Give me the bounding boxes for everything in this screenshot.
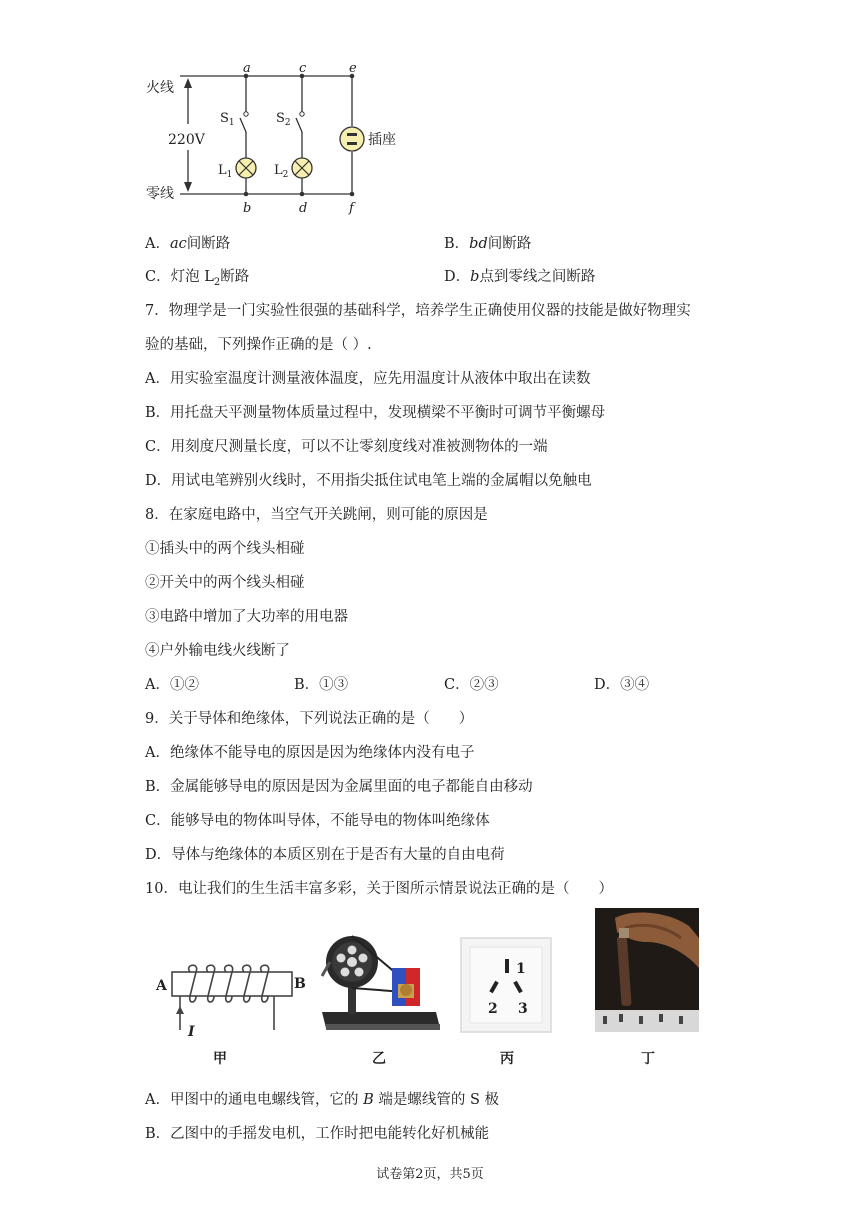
solenoid-end-a-label: A	[156, 978, 167, 994]
q7-option-a: A．用实验室温度计测量液体温度，应先用温度计从液体中取出在读数	[145, 371, 591, 387]
wall-socket-figure	[460, 937, 552, 1033]
test-pen-photo	[595, 908, 699, 1032]
q6-option-a	[145, 232, 230, 253]
q10-stem: 10．电让我们的生生活丰富多彩，关于图所示情景说法正确的是（ ）	[145, 881, 613, 897]
figure-caption-jia: 甲	[213, 1051, 227, 1067]
q8-option-c: C．②③	[444, 677, 499, 693]
switch-s1-label: $S_1$	[220, 111, 235, 128]
lamp-l2-label: $L_2$	[274, 163, 289, 180]
q6-d-prefix: D．	[444, 269, 471, 285]
q6-d-suffix: 点到零线之间断路	[479, 269, 596, 285]
figure-caption-ding: 丁	[641, 1051, 655, 1067]
q7-option-d: D．用试电笔辨别火线时，不用指尖抵住试电笔上端的金属帽以免触电	[145, 473, 592, 489]
q9-option-a: A．绝缘体不能导电的原因是因为绝缘体内没有电子	[145, 745, 475, 761]
q7-option-c: C．用刻度尺测量长度，可以不让零刻度线对准被测物体的一端	[145, 439, 548, 455]
q10-option-a	[145, 1088, 499, 1109]
q6-option-c	[145, 265, 249, 288]
q8-option-d: D．③④	[594, 677, 650, 693]
point-c-label: c	[299, 62, 307, 76]
q9-option-c: C．能够导电的物体叫导体，不能导电的物体叫绝缘体	[145, 813, 490, 829]
q6-a-prefix: A．	[145, 236, 170, 252]
q6-b-var: bd	[469, 236, 488, 252]
q6-a-suffix: 间断路	[186, 236, 231, 252]
lamp-l1-label: $L_1$	[218, 163, 233, 180]
voltage-label: 220V	[168, 132, 205, 148]
q8-item-3: ③电路中增加了大功率的用电器	[145, 609, 348, 625]
live-wire-label: 火线	[146, 80, 174, 96]
q6-c-sub: 2	[213, 276, 221, 288]
page-footer: 试卷第2页，共5页	[376, 1167, 484, 1182]
q6-b-suffix: 间断路	[487, 236, 532, 252]
point-e-label: e	[349, 62, 357, 76]
lamp-l2-icon	[292, 158, 312, 178]
q6-option-b	[444, 232, 531, 253]
q9-option-d: D．导体与绝缘体的本质区别在于是否有大量的自由电荷	[145, 847, 505, 863]
q6-option-d	[444, 265, 595, 286]
solenoid-end-b-label: B	[294, 976, 306, 992]
solenoid-figure	[150, 950, 310, 1040]
q8-option-b: B．①③	[294, 677, 349, 693]
point-a-label: a	[243, 62, 251, 76]
lamp-l1-icon	[236, 158, 256, 178]
hand-generator-figure	[318, 932, 442, 1036]
socket-symbol-icon	[340, 127, 364, 151]
q8-option-a: A．①②	[145, 677, 199, 693]
q9-option-b: B．金属能够导电的原因是因为金属里面的电子都能自由移动	[145, 779, 533, 795]
socket-earth-slot-icon	[505, 959, 509, 973]
q8-stem: 8．在家庭电路中，当空气开关跳闸，则可能的原因是	[145, 507, 488, 523]
q7-option-b: B．用托盘天平测量物体质量过程中，发现横梁不平衡时可调节平衡螺母	[145, 405, 606, 421]
socket-label: 插座	[368, 132, 396, 148]
socket-hole-2-label: 2	[488, 1001, 498, 1017]
point-f-label: f	[349, 201, 354, 216]
q8-item-2: ②开关中的两个线头相碰	[145, 575, 305, 591]
q10-a-suffix: 端是螺线管的 S 极	[373, 1092, 500, 1108]
socket-hole-3-label: 3	[518, 1001, 528, 1017]
figure-caption-yi: 乙	[372, 1051, 386, 1067]
circuit-diagram	[140, 62, 420, 222]
q10-a-prefix: A．甲图中的通电电螺线管，它的	[145, 1092, 364, 1108]
q8-item-1: ①插头中的两个线头相碰	[145, 541, 305, 557]
current-i-label: I	[188, 1024, 195, 1040]
q6-c-suffix: 断路	[220, 269, 250, 285]
neutral-wire-label: 零线	[146, 186, 174, 202]
q6-d-var: b	[470, 269, 480, 285]
q9-stem: 9．关于导体和绝缘体，下列说法正确的是（ ）	[145, 711, 474, 727]
q10-option-b: B．乙图中的手摇发电机，工作时把电能转化好机械能	[145, 1126, 490, 1142]
q6-b-prefix: B．	[444, 236, 470, 252]
q6-c-prefix: C．灯泡 L	[145, 269, 214, 285]
point-b-label: b	[243, 201, 252, 216]
socket-hole-1-label: 1	[516, 961, 526, 977]
q7-stem-line2: 验的基础，下列操作正确的是（ ）.	[145, 337, 372, 353]
q8-item-4: ④户外输电线火线断了	[145, 643, 290, 659]
point-d-label: d	[299, 201, 308, 216]
q10-a-var: B	[363, 1092, 374, 1108]
switch-s2-label: $S_2$	[276, 111, 291, 128]
q6-a-var: ac	[169, 236, 187, 252]
figure-caption-bing: 丙	[500, 1051, 514, 1067]
q7-stem-line1: 7．物理学是一门实验性很强的基础科学，培养学生正确使用仪器的技能是做好物理实	[145, 303, 691, 319]
